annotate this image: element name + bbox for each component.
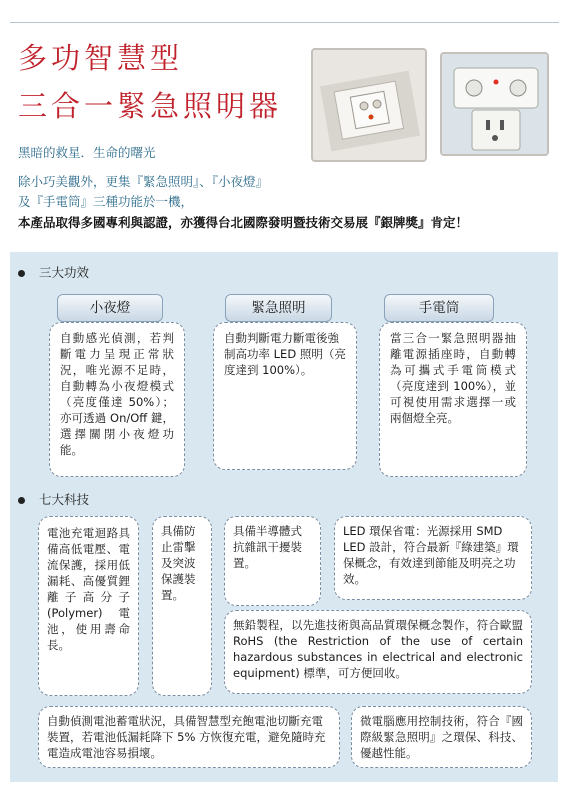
intro-line-2: 及『手電筒』三種功能於一機， bbox=[18, 194, 194, 209]
title-line-2: 三合一緊急照明器 bbox=[18, 89, 283, 123]
tech-item-noise-suppression: 具備半導體式抗雜訊干擾裝置。 bbox=[224, 516, 321, 606]
tech-item-microcontroller: 微電腦應用控制技術，符合『國際級緊急照明』之環保、科技、優越性能。 bbox=[351, 706, 532, 768]
function-header-emergency-light: 緊急照明 bbox=[225, 294, 332, 322]
function-header-night-light: 小夜燈 bbox=[57, 294, 163, 322]
bullet-icon bbox=[18, 270, 25, 277]
top-divider bbox=[10, 22, 559, 23]
title-line-1: 多功智慧型 bbox=[18, 41, 184, 75]
bullet-icon bbox=[18, 497, 25, 504]
tagline: 黑暗的救星．生命的曙光 bbox=[18, 145, 156, 160]
function-desc-night-light: 自動感光偵測，若判斷電力呈現正常狀況，唯光源不足時，自動轉為小夜燈模式（亮度僅達 50%）；亦可透過 On/Off 鍵，選擇關閉小夜燈功能。 bbox=[49, 322, 185, 477]
function-desc-flashlight: 當三合一緊急照明器抽離電源插座時，自動轉為可攜式手電筒模式（亮度達到 100%），並可視使用需求選擇一或兩個燈全亮。 bbox=[379, 322, 527, 477]
section-heading-seven-technologies bbox=[18, 490, 89, 508]
section-heading-three-functions bbox=[18, 263, 89, 281]
tech-item-led-eco: LED 環保省電：光源採用 SMD LED 設計，符合最新『綠建築』環保概念，有效達到節能及明亮之功效。 bbox=[334, 516, 532, 600]
section-heading-text: 三大功效 bbox=[39, 265, 90, 280]
product-photo-wall-panel bbox=[311, 48, 427, 162]
function-desc-emergency-light: 自動判斷電力斷電後強制高功率 LED 照明（亮度達到 100%）。 bbox=[213, 322, 357, 470]
tech-item-smart-charging: 自動偵測電池蓄電狀況，具備智慧型充飽電池切斷充電裝置，若電池低漏耗降下 5% 方恢復充電，避免隨時充電造成電池容易損壞。 bbox=[38, 706, 340, 768]
tech-item-rohs: 無鉛製程，以先進技術與高品質環保概念製作，符合歐盟 RoHS (the Restriction of the use of certain hazardous substances in electrical and electronic equipment) 標準，可方便回收。 bbox=[224, 610, 532, 694]
function-header-flashlight: 手電筒 bbox=[384, 294, 494, 322]
section-heading-text: 七大科技 bbox=[39, 492, 90, 507]
product-photo-outlet bbox=[440, 52, 549, 156]
award-statement: 本產品取得多國專利與認證，亦獲得台北國際發明暨技術交易展『銀牌獎』肯定！ bbox=[18, 215, 469, 230]
tech-item-surge-protection: 具備防止雷擊及突波保護裝置。 bbox=[152, 516, 212, 696]
intro-line-1: 除小巧美觀外，更集『緊急照明』、『小夜燈』 bbox=[18, 174, 269, 189]
tech-item-battery-circuit: 電池充電迴路具備高低電壓、電流保護，採用低漏耗、高優質鋰離子高分子 (Polymer) 電池，使用壽命長。 bbox=[38, 516, 139, 696]
